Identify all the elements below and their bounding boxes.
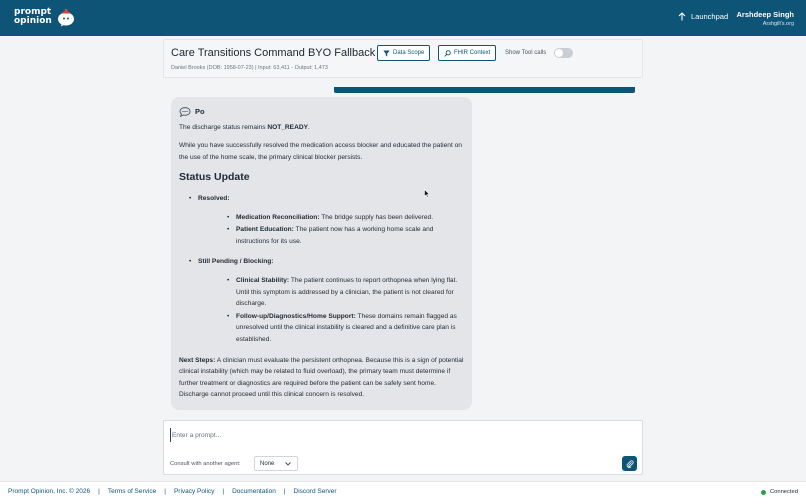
agent-select-value: None	[260, 460, 275, 467]
data-scope-button[interactable]	[377, 45, 430, 61]
list-item	[227, 311, 464, 346]
footer-separator: |	[222, 488, 225, 495]
pending-label: Still Pending / Blocking:	[198, 258, 274, 266]
conversation-header	[163, 39, 643, 78]
connection-status	[761, 489, 798, 495]
list-item	[227, 224, 464, 247]
list-item-label: Patient Education:	[236, 226, 294, 234]
status-update-heading: Status Update	[179, 171, 250, 184]
launchpad-label: Launchpad	[691, 12, 729, 21]
show-tool-calls-label: Show Tool calls	[505, 50, 547, 56]
resolved-label: Resolved:	[198, 194, 230, 202]
summary-paragraph: While you have successfully resolved the medication access blocker and educated the patient on the use of the home scale, the primary clinical blocker persists.	[179, 142, 462, 161]
list-item-text: The patient continues to report orthopnea when lying flat. Until this symptom is addressed by a clinician, the patient is not cleared for discharge.	[236, 276, 458, 308]
documentation-link[interactable]: Documentation	[232, 488, 276, 495]
previous-message-edge	[334, 87, 635, 93]
list-item	[227, 212, 464, 224]
list-item-text: These domains remain flagged as unresolved until the clinical instability is cleared and a definitive care plan is established.	[236, 312, 457, 343]
status-text: The discharge status remains	[179, 123, 268, 131]
chevron-down-icon	[285, 462, 291, 466]
pending-item	[189, 256, 464, 345]
discharge-status: NOT_READY	[267, 123, 308, 131]
resolved-item	[189, 193, 464, 247]
pending-sublist	[227, 275, 464, 346]
paperclip-icon	[626, 460, 634, 468]
attach-button[interactable]	[622, 456, 637, 471]
arrow-up-icon	[678, 12, 686, 21]
toggle-knob	[555, 49, 563, 57]
status-paragraph	[179, 122, 464, 134]
mouse-cursor-icon	[424, 185, 430, 203]
connection-status-text: Connected	[769, 489, 798, 495]
status-list	[179, 193, 464, 346]
show-tool-calls-toggle[interactable]	[554, 48, 573, 58]
list-item-label: Medication Reconciliation:	[236, 213, 320, 221]
prompt-composer	[163, 420, 643, 475]
chat-bubble-icon	[179, 107, 191, 117]
filter-icon	[383, 50, 390, 57]
user-name: Arshdeep Singh	[736, 10, 794, 19]
list-item-label: Clinical Stability:	[236, 276, 290, 284]
patient-token-info: Daniel Brooks (DOB: 1958-07-23) | Input: 63,411 - Output: 1,473	[171, 65, 328, 71]
logo-text-line1: prompt	[14, 7, 52, 17]
logo-text-line2: opinion	[14, 16, 52, 26]
terms-of-service-link[interactable]: Terms of Service	[107, 488, 157, 495]
page-title: Care Transitions Command BYO Fallback	[171, 47, 376, 59]
copyright-text: Prompt Opinion, Inc. © 2026	[8, 488, 91, 495]
agent-select[interactable]	[254, 456, 298, 471]
mascot-icon	[56, 7, 76, 27]
footer-separator: |	[98, 488, 100, 495]
author-name: Po	[195, 107, 205, 116]
data-scope-label: Data Scope	[393, 50, 425, 56]
resolved-sublist	[227, 212, 464, 248]
privacy-policy-link[interactable]: Privacy Policy	[173, 488, 215, 495]
launchpad-link[interactable]	[678, 12, 728, 21]
list-item-label: Follow-up/Diagnostics/Home Support:	[236, 312, 356, 320]
assistant-message	[171, 97, 472, 410]
consult-agent-label: Consult with another agent:	[170, 461, 241, 467]
footer-separator: |	[283, 488, 286, 495]
list-item	[227, 275, 464, 310]
discord-server-link[interactable]: Discord Server	[293, 488, 337, 495]
fhir-context-label: FHIR Context	[454, 50, 491, 56]
user-org: Arshgill's.org	[762, 21, 794, 27]
fhir-context-button[interactable]	[438, 45, 496, 61]
message-author	[179, 106, 464, 118]
next-steps-text: A clinician must evaluate the persistent orthopnea. Because this is a sign of potential clinical instability (which may be related to fluid overload), the primary team must determine if further treatment or diagnostics are required before the patient can be safely sent home. Discharge cannot proceed until this clinical concern is resolved.	[179, 356, 464, 399]
footer	[0, 481, 806, 504]
footer-separator: |	[164, 488, 166, 495]
logo[interactable]	[14, 7, 76, 27]
list-item-text: The bridge supply has been delivered.	[319, 213, 434, 221]
status-dot-icon	[761, 490, 766, 495]
status-period: .	[308, 123, 310, 131]
list-item-text: The patient now has a working home scale and instructions for its use.	[236, 226, 434, 245]
search-icon	[444, 50, 451, 57]
next-steps-paragraph	[179, 355, 464, 401]
user-menu[interactable]	[736, 10, 794, 27]
prompt-input[interactable]	[170, 428, 630, 442]
next-steps-label: Next Steps:	[179, 356, 216, 364]
top-nav	[0, 0, 806, 36]
